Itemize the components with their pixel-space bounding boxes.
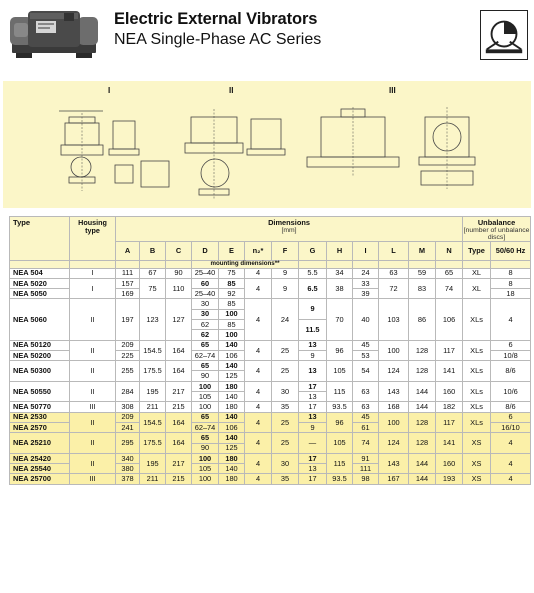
- mounting-dimensions-note: mounting dimensions**: [192, 261, 299, 269]
- col-l: L: [379, 242, 409, 261]
- col-e: E: [219, 242, 245, 261]
- vibrator-symbol-icon: [480, 10, 528, 60]
- col-n2: n₂*: [245, 242, 272, 261]
- table-row: NEA 50200 225 62–74 106 9 53 10/8: [10, 350, 531, 360]
- col-c: C: [166, 242, 192, 261]
- table-row: NEA 5060 II 197 123 127 30 85 4 24 9 70 40 103 86 106 XLs 4: [10, 299, 531, 309]
- header-dimensions: Dimensions [mm]: [116, 217, 463, 242]
- table-row: NEA 5020 I 157 75 110 60 85 4 9 6.5 38 33 72 83 74 XL 8: [10, 278, 531, 288]
- header-type: Type: [10, 217, 70, 261]
- table-row: NEA 50770 III 308 211 215 100 180 4 35 17 93.5 63 168 144 182 XLs 8/6: [10, 402, 531, 412]
- page-subtitle: NEA Single-Phase AC Series: [114, 31, 322, 48]
- specification-table: [9, 216, 531, 485]
- table-row: NEA 50120 II 209 154.5 164 65 140 4 25 13 96 45 100 128 117 XLs 6: [10, 340, 531, 350]
- vibrator-product-photo: [8, 3, 100, 61]
- table-row: NEA 25540 380 105 140 13 111: [10, 464, 531, 474]
- col-f: F: [272, 242, 299, 261]
- table-row: NEA 25700 III 378 211 215 100 180 4 35 17 93.5 98 167 144 193 XS 4: [10, 474, 531, 484]
- col-a: A: [116, 242, 140, 261]
- table-row: NEA 5050 169 25–40 92 39 18: [10, 289, 531, 299]
- col-unbalance-type: Type: [463, 242, 491, 261]
- col-d: D: [192, 242, 219, 261]
- table-row: NEA 25420 II 340 195 217 100 180 4 30 17 115 91 143 144 160 XS 4: [10, 453, 531, 463]
- table-row: 30 100: [10, 309, 531, 319]
- drawing-label-1: I: [108, 86, 111, 95]
- table-row: 62 100: [10, 330, 531, 340]
- header-unbalance: Unbalance [number of unbalance discs]: [463, 218, 530, 241]
- page-title: Electric External Vibrators: [114, 10, 318, 28]
- table-row: NEA 50550 II 284 195 217 100 180 4 30 17 115 63 143 144 160 XLs 10/6: [10, 381, 531, 391]
- drawing-label-2: II: [229, 86, 234, 95]
- col-h: H: [327, 242, 353, 261]
- table-row: NEA 50300 II 255 175.5 164 65 140 4 25 13 105 54 124 128 141 XLs 8/6: [10, 361, 531, 371]
- table-row: NEA 2570 241 62–74 106 9 61 16/10: [10, 422, 531, 432]
- col-50-60hz: 50/60 Hz: [491, 242, 531, 261]
- col-m: M: [409, 242, 436, 261]
- col-i: I: [353, 242, 379, 261]
- drawing-label-3: III: [389, 86, 396, 95]
- header-housing-type: Housing type: [70, 217, 116, 261]
- table-row: 90 125: [10, 371, 531, 381]
- col-n: N: [436, 242, 463, 261]
- table-row: NEA 25210 II 295 175.5 164 65 140 4 25 — 105 74 124 128 141 XS 4: [10, 433, 531, 443]
- table-row: 105 140 13: [10, 392, 531, 402]
- table-row: NEA 504 I 111 67 90 25–40 75 4 9 5.5 34 24 63 59 65 XL 8: [10, 268, 531, 278]
- col-g: G: [299, 242, 327, 261]
- table-row: 62 85 11.5: [10, 320, 531, 330]
- technical-drawings: [3, 81, 531, 208]
- table-row: 90 125: [10, 443, 531, 453]
- col-b: B: [140, 242, 166, 261]
- dimension-drawings-panel: [3, 81, 531, 208]
- table-row: NEA 2530 II 209 154.5 164 65 140 4 25 13 96 45 100 128 117 XLs 6: [10, 412, 531, 422]
